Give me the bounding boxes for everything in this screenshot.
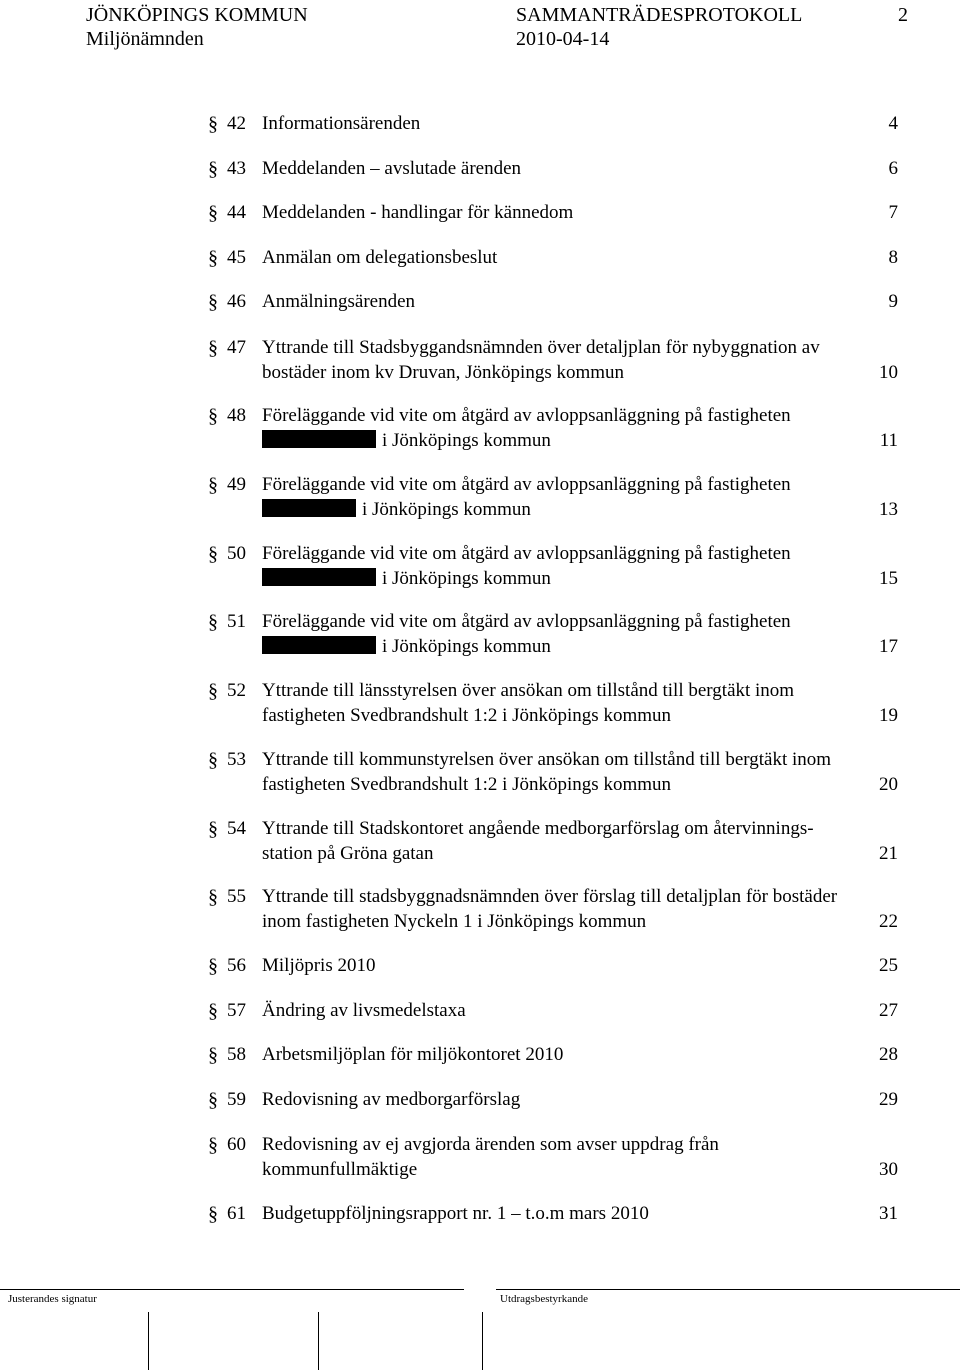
toc-entry-title-line: Meddelanden - handlingar för kännedom bbox=[262, 202, 574, 223]
toc-entry-title-text: i Jönköpings kommun bbox=[362, 499, 531, 520]
redaction-block bbox=[262, 430, 376, 448]
document-type: SAMMANTRÄDESPROTOKOLL bbox=[516, 4, 803, 26]
toc-entry-title-line: kommunfullmäktige bbox=[262, 1159, 418, 1180]
toc-entry-page: 13 bbox=[879, 499, 898, 520]
toc-entry-page: 15 bbox=[879, 568, 898, 589]
section-symbol: § bbox=[208, 1089, 218, 1111]
section-symbol: § bbox=[208, 543, 218, 565]
meeting-date: 2010-04-14 bbox=[516, 28, 610, 50]
toc-entry-title-line: Föreläggande vid vite om åtgärd av avloppsanläggning på fastigheten bbox=[262, 611, 791, 632]
toc-entry-number: 53 bbox=[227, 749, 246, 770]
toc-entry-page: 4 bbox=[888, 113, 898, 134]
toc-entry-title-line: Ändring av livsmedelstaxa bbox=[262, 1000, 466, 1021]
toc-entry-number: 42 bbox=[227, 113, 246, 134]
toc-entry-title-line bbox=[262, 567, 551, 591]
toc-entry-title-line: Informationsärenden bbox=[262, 113, 421, 134]
section-symbol: § bbox=[208, 1134, 218, 1156]
toc-entry-page: 31 bbox=[879, 1203, 898, 1224]
toc-entry-title-line: Anmälan om delegationsbeslut bbox=[262, 247, 498, 268]
toc-entry-page: 6 bbox=[888, 158, 898, 179]
toc-entry-number: 47 bbox=[227, 337, 246, 358]
toc-entry-title-line: Föreläggande vid vite om åtgärd av avloppsanläggning på fastigheten bbox=[262, 405, 791, 426]
toc-entry-page: 22 bbox=[879, 911, 898, 932]
toc-entry-number: 54 bbox=[227, 818, 246, 839]
section-symbol: § bbox=[208, 158, 218, 180]
toc-entry-title-line: Föreläggande vid vite om åtgärd av avloppsanläggning på fastigheten bbox=[262, 543, 791, 564]
toc-entry-title-text: i Jönköpings kommun bbox=[382, 568, 551, 589]
section-symbol: § bbox=[208, 680, 218, 702]
toc-entry-number: 50 bbox=[227, 543, 246, 564]
toc-entry-number: 44 bbox=[227, 202, 246, 223]
redaction-block bbox=[262, 636, 376, 654]
toc-entry-number: 61 bbox=[227, 1203, 246, 1224]
toc-entry-number: 58 bbox=[227, 1044, 246, 1065]
section-symbol: § bbox=[208, 405, 218, 427]
section-symbol: § bbox=[208, 886, 218, 908]
section-symbol: § bbox=[208, 337, 218, 359]
redaction-block bbox=[262, 499, 356, 517]
organization-name: JÖNKÖPINGS KOMMUN bbox=[86, 4, 308, 26]
section-symbol: § bbox=[208, 247, 218, 269]
toc-entry-page: 28 bbox=[879, 1044, 898, 1065]
toc-entry-number: 45 bbox=[227, 247, 246, 268]
footer-rule-left bbox=[0, 1289, 464, 1290]
section-symbol: § bbox=[208, 113, 218, 135]
toc-entry-number: 49 bbox=[227, 474, 246, 495]
toc-entry-title-line: Redovisning av ej avgjorda ärenden som avser uppdrag från bbox=[262, 1134, 719, 1155]
toc-entry-page: 19 bbox=[879, 705, 898, 726]
toc-entry-title-line: Yttrande till Stadsbyggandsnämnden över detaljplan för nybyggnation av bbox=[262, 337, 820, 358]
toc-entry-title-line bbox=[262, 429, 551, 453]
page-footer bbox=[0, 1286, 960, 1370]
toc-entry-title-line: Miljöpris 2010 bbox=[262, 955, 376, 976]
section-symbol: § bbox=[208, 1203, 218, 1225]
toc-entry-number: 51 bbox=[227, 611, 246, 632]
toc-entry-number: 48 bbox=[227, 405, 246, 426]
toc-entry-number: 59 bbox=[227, 1089, 246, 1110]
section-symbol: § bbox=[208, 749, 218, 771]
toc-entry-title-line bbox=[262, 498, 531, 522]
toc-entry-page: 17 bbox=[879, 636, 898, 657]
toc-entry-page: 20 bbox=[879, 774, 898, 795]
signature-box-divider bbox=[482, 1312, 483, 1370]
section-symbol: § bbox=[208, 955, 218, 977]
toc-entry-number: 60 bbox=[227, 1134, 246, 1155]
toc-entry-title-line: fastigheten Svedbrandshult 1:2 i Jönköpings kommun bbox=[262, 774, 672, 795]
toc-entry-number: 52 bbox=[227, 680, 246, 701]
signature-box-divider bbox=[148, 1312, 149, 1370]
toc-entry-page: 25 bbox=[879, 955, 898, 976]
redaction-block bbox=[262, 568, 376, 586]
toc-entry-number: 46 bbox=[227, 291, 246, 312]
toc-entry-page: 27 bbox=[879, 1000, 898, 1021]
section-symbol: § bbox=[208, 474, 218, 496]
toc-entry-page: 8 bbox=[888, 247, 898, 268]
page-header bbox=[0, 0, 960, 60]
toc-entry-number: 43 bbox=[227, 158, 246, 179]
page-number: 2 bbox=[898, 4, 908, 26]
toc-entry-page: 9 bbox=[888, 291, 898, 312]
toc-entry-page: 7 bbox=[888, 202, 898, 223]
toc-entry-number: 57 bbox=[227, 1000, 246, 1021]
section-symbol: § bbox=[208, 1000, 218, 1022]
toc-entry-title-line: Meddelanden – avslutade ärenden bbox=[262, 158, 522, 179]
toc-entry-title-text: i Jönköpings kommun bbox=[382, 430, 551, 451]
toc-entry-title-line: Yttrande till Stadskontoret angående medborgarförslag om återvinnings- bbox=[262, 818, 814, 839]
toc-entry-page: 29 bbox=[879, 1089, 898, 1110]
toc-entry-title-line: Redovisning av medborgarförslag bbox=[262, 1089, 521, 1110]
section-symbol: § bbox=[208, 1044, 218, 1066]
section-symbol: § bbox=[208, 818, 218, 840]
certification-label: Utdragsbestyrkande bbox=[500, 1293, 588, 1305]
toc-entry-page: 21 bbox=[879, 843, 898, 864]
toc-entry-page: 11 bbox=[879, 430, 898, 451]
toc-entry-title-line: Anmälningsärenden bbox=[262, 291, 416, 312]
toc-entry-title-line: Föreläggande vid vite om åtgärd av avloppsanläggning på fastigheten bbox=[262, 474, 791, 495]
toc-entry-title-line: Yttrande till stadsbyggnadsnämnden över förslag till detaljplan för bostäder bbox=[262, 886, 838, 907]
toc-entry-title-line: Arbetsmiljöplan för miljökontoret 2010 bbox=[262, 1044, 564, 1065]
section-symbol: § bbox=[208, 611, 218, 633]
toc-entry-number: 56 bbox=[227, 955, 246, 976]
toc-entry-title-line: inom fastigheten Nyckeln 1 i Jönköpings kommun bbox=[262, 911, 647, 932]
signature-label: Justerandes signatur bbox=[8, 1293, 97, 1305]
toc-entry-title-line: fastigheten Svedbrandshult 1:2 i Jönköpings kommun bbox=[262, 705, 672, 726]
toc-entry-page: 10 bbox=[879, 362, 898, 383]
toc-entry-title-line bbox=[262, 635, 551, 659]
signature-box-divider bbox=[318, 1312, 319, 1370]
toc-entry-title-line: Yttrande till länsstyrelsen över ansökan om tillstånd till bergtäkt inom bbox=[262, 680, 795, 701]
toc-entry-title-line: Budgetuppföljningsrapport nr. 1 – t.o.m mars 2010 bbox=[262, 1203, 649, 1224]
section-symbol: § bbox=[208, 202, 218, 224]
toc-entry-title-text: i Jönköpings kommun bbox=[382, 636, 551, 657]
section-symbol: § bbox=[208, 291, 218, 313]
toc-entry-title-line: bostäder inom kv Druvan, Jönköpings kommun bbox=[262, 362, 625, 383]
toc-entry-title-line: station på Gröna gatan bbox=[262, 843, 434, 864]
toc-entry-title-line: Yttrande till kommunstyrelsen över ansökan om tillstånd till bergtäkt inom bbox=[262, 749, 832, 770]
toc-entry-page: 30 bbox=[879, 1159, 898, 1180]
toc-entry-number: 55 bbox=[227, 886, 246, 907]
footer-rule-right bbox=[496, 1289, 960, 1290]
committee-name: Miljönämnden bbox=[86, 28, 204, 50]
